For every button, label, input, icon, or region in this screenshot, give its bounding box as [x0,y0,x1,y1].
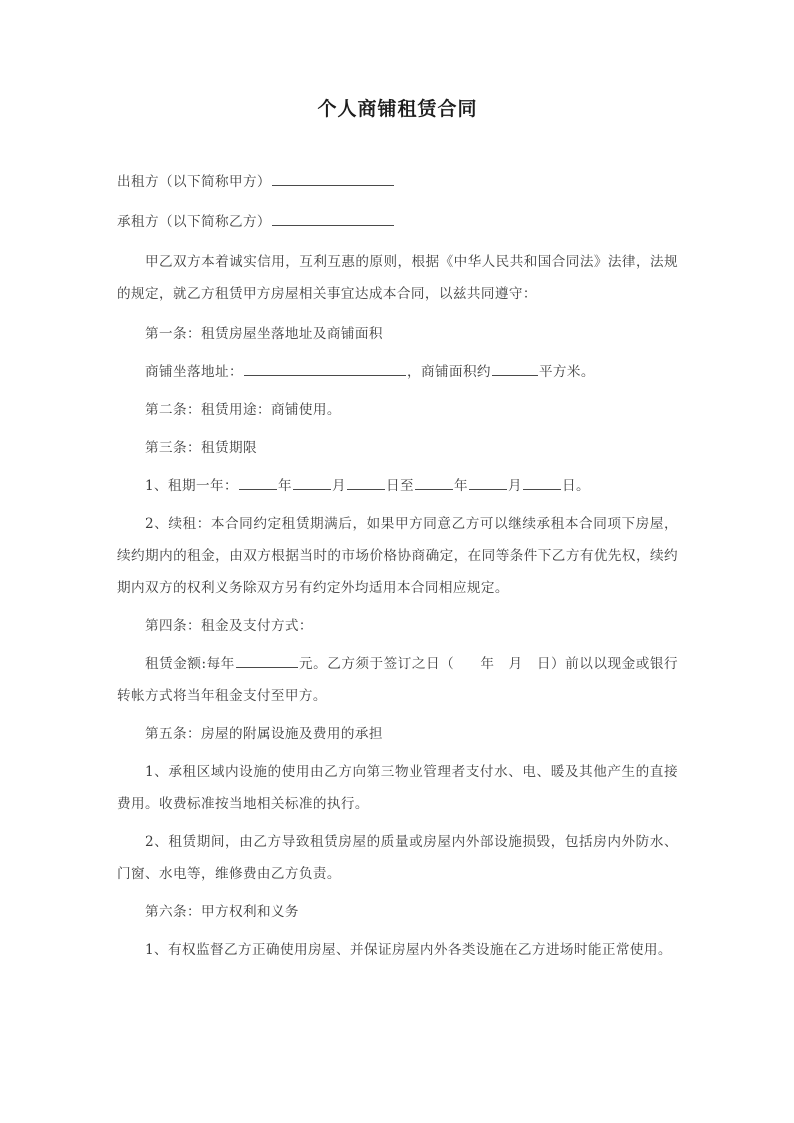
clause-5-item-2: 2、租赁期间，由乙方导致租赁房屋的质量或房屋内外部设施损毁，包括房内外防水、门窗、水电等，维修费由乙方负责。 [117,834,678,882]
clause-4-rent-paragraph [117,648,678,712]
start-year-blank[interactable] [239,475,277,490]
area-label: ，商铺面积约 [406,364,491,380]
clause-3-renewal-paragraph: 2、续租：本合同约定租赁期满后，如果甲方同意乙方可以继续承租本合同项下房屋，续约期内的租金，由双方根据当时的市场价格协商确定，在同等条件下乙方有优先权，续约期内双方的权利义务除双方另有约定外均适用本合同相应规定。 [117,516,678,596]
lessee-name-blank[interactable] [272,211,394,226]
payment-month-unit: 月 [508,656,523,672]
end-month-unit: 月 [508,478,523,494]
clause-1-address-line [117,356,678,388]
clause-5-item-1: 1、承租区域内设施的使用由乙方向第三物业管理者支付水、电、暖及其他产生的直接费用。收费标准按当地相关标准的执行。 [117,764,678,812]
address-blank[interactable] [244,361,406,376]
clause-6-item-1: 1、有权监督乙方正确使用房屋、并保证房屋内外各类设施在乙方进场时能正常使用。 [145,942,672,958]
lessee-label: 承租方（以下简称乙方） [117,214,271,230]
start-year-unit: 年 [278,478,293,494]
clause-4-heading: 第四条：租金及支付方式： [145,618,313,634]
payment-day-rest: 日）前以以现金或银行转帐方式将当年租金支付至甲方。 [117,656,678,704]
lessee-line [117,206,678,238]
start-day-blank[interactable] [347,475,385,490]
clause-3-heading: 第三条：租赁期限 [145,440,257,456]
clause-5-heading: 第五条：房屋的附属设施及费用的承担 [145,726,383,742]
term-label: 1、租期一年： [145,478,239,494]
lessor-line [117,166,678,198]
address-label: 商铺坐落地址： [145,364,243,380]
area-blank[interactable] [492,361,538,376]
end-day-unit: 日。 [562,478,591,494]
rent-label: 租赁金额:每年 [145,656,235,672]
start-day-unit: 日至 [386,478,415,494]
start-month-blank[interactable] [293,475,331,490]
clause-1-heading: 第一条：租赁房屋坐落地址及商铺面积 [145,326,383,342]
end-year-blank[interactable] [415,475,453,490]
end-month-blank[interactable] [469,475,507,490]
clause-3-term-line [117,470,678,502]
lessor-label: 出租方（以下简称甲方） [117,174,271,190]
clause-2-heading: 第二条：租赁用途：商铺使用。 [145,402,341,418]
start-month-unit: 月 [332,478,347,494]
end-day-blank[interactable] [523,475,561,490]
lessor-name-blank[interactable] [272,171,394,186]
rent-payment-text: 元。乙方须于签订之日（ [298,656,455,672]
document-body [117,96,678,972]
preamble-paragraph: 甲乙双方本着诚实信用，互利互惠的原则，根据《中华人民共和国合同法》法律，法规的规定，就乙方租赁甲方房屋相关事宜达成本合同，以兹共同遵守： [117,254,678,302]
rent-amount-blank[interactable] [236,653,298,668]
end-year-unit: 年 [454,478,469,494]
area-unit: 平方米。 [538,364,595,380]
page-title: 个人商铺租赁合同 [317,98,478,120]
payment-year-unit: 年 [480,656,495,672]
clause-6-heading: 第六条：甲方权利和义务 [145,904,299,920]
